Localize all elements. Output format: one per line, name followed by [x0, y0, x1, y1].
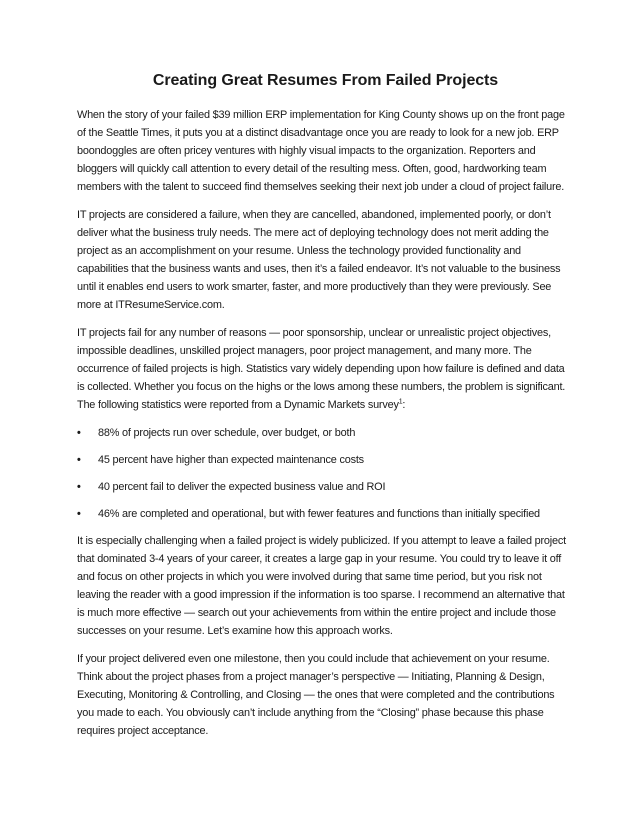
bullet-icon: •: [77, 481, 81, 493]
paragraph-outro-2: If your project delivered even one milestone, then you could include that achievement on your resume. Think about the project phases from a project manager’s perspective — Initiating, Planning & Design, Executing, Monitoring & Controlling, and Closing — the ones that were completed and the contributions you made to each. You obviously can’t include anything from the “Closing” phase because this phase requires project acceptance.: [77, 653, 555, 737]
list-item-text: 40 percent fail to deliver the expected business value and ROI: [98, 481, 386, 493]
paragraph-intro-1: When the story of your failed $39 million ERP implementation for King County shows up on the front page of the Seattle Times, it puts you at a distinct disadvantage once you are ready to look for a new job. ERP boondoggles are often pricey ventures with highly visual impacts to the organization. Reporters and bloggers will quickly call attention to every detail of the resulting mess. Often, good, hardworking team members with the talent to succeed find themselves seeking their next job under a cloud of project failure.: [77, 109, 565, 193]
footnote-mark: 1: [398, 398, 403, 406]
list-item: [77, 505, 574, 523]
paragraph-outro-1: It is especially challenging when a failed project is widely publicized. If you attempt to leave a failed project that dominated 3-4 years of your career, it creates a large gap in your resume. You could try to leave it off and focus on other projects in which you were involved during that same time period, but you risk not leaving the reader with a good impression if the information is too sparse. I recommend an alternative that is much more effective — search out your achievements from within the entire project and include those successes on your resume. Let’s examine how this approach works.: [77, 535, 566, 637]
paragraph-statistics: [77, 324, 574, 414]
paragraph-statistics-text: IT projects fail for any number of reasons — poor sponsorship, unclear or unrealistic project objectives, impossible deadlines, unskilled project managers, poor project management, and many more. The occurrence of failed projects is high. Statistics vary widely depending upon how failure is defined and data is collected. Whether you focus on the highs or the lows among these numbers, the problem is significant. The following statistics were reported from a Dynamic Markets survey: [77, 327, 566, 411]
list-item: [77, 451, 574, 469]
statistics-list: [77, 424, 574, 523]
bullet-icon: •: [77, 427, 81, 439]
bullet-icon: •: [77, 454, 81, 466]
paragraph-statistics-suffix: :: [402, 399, 406, 411]
list-item-text: 45 percent have higher than expected maintenance costs: [98, 454, 364, 466]
list-item: [77, 478, 574, 496]
document-title: Creating Great Resumes From Failed Projects: [152, 72, 499, 89]
list-item: [77, 424, 574, 442]
list-item-text: 88% of projects run over schedule, over budget, or both: [98, 427, 356, 439]
bullet-icon: •: [77, 508, 81, 520]
list-item-text: 46% are completed and operational, but with fewer features and functions than initially specified: [98, 508, 540, 520]
paragraph-intro-2: IT projects are considered a failure, when they are cancelled, abandoned, implemented poorly, or don’t deliver what the business truly needs. The mere act of deploying technology does not merit adding the project as an accomplishment on your resume. Unless the technology provided functionality and capabilities that the business wants and uses, then it’s a failed endeavor. It’s not valuable to the business until it enables end users to work smarter, faster, and more productively than they were previously. See more at ITResumeService.com.: [77, 209, 561, 311]
